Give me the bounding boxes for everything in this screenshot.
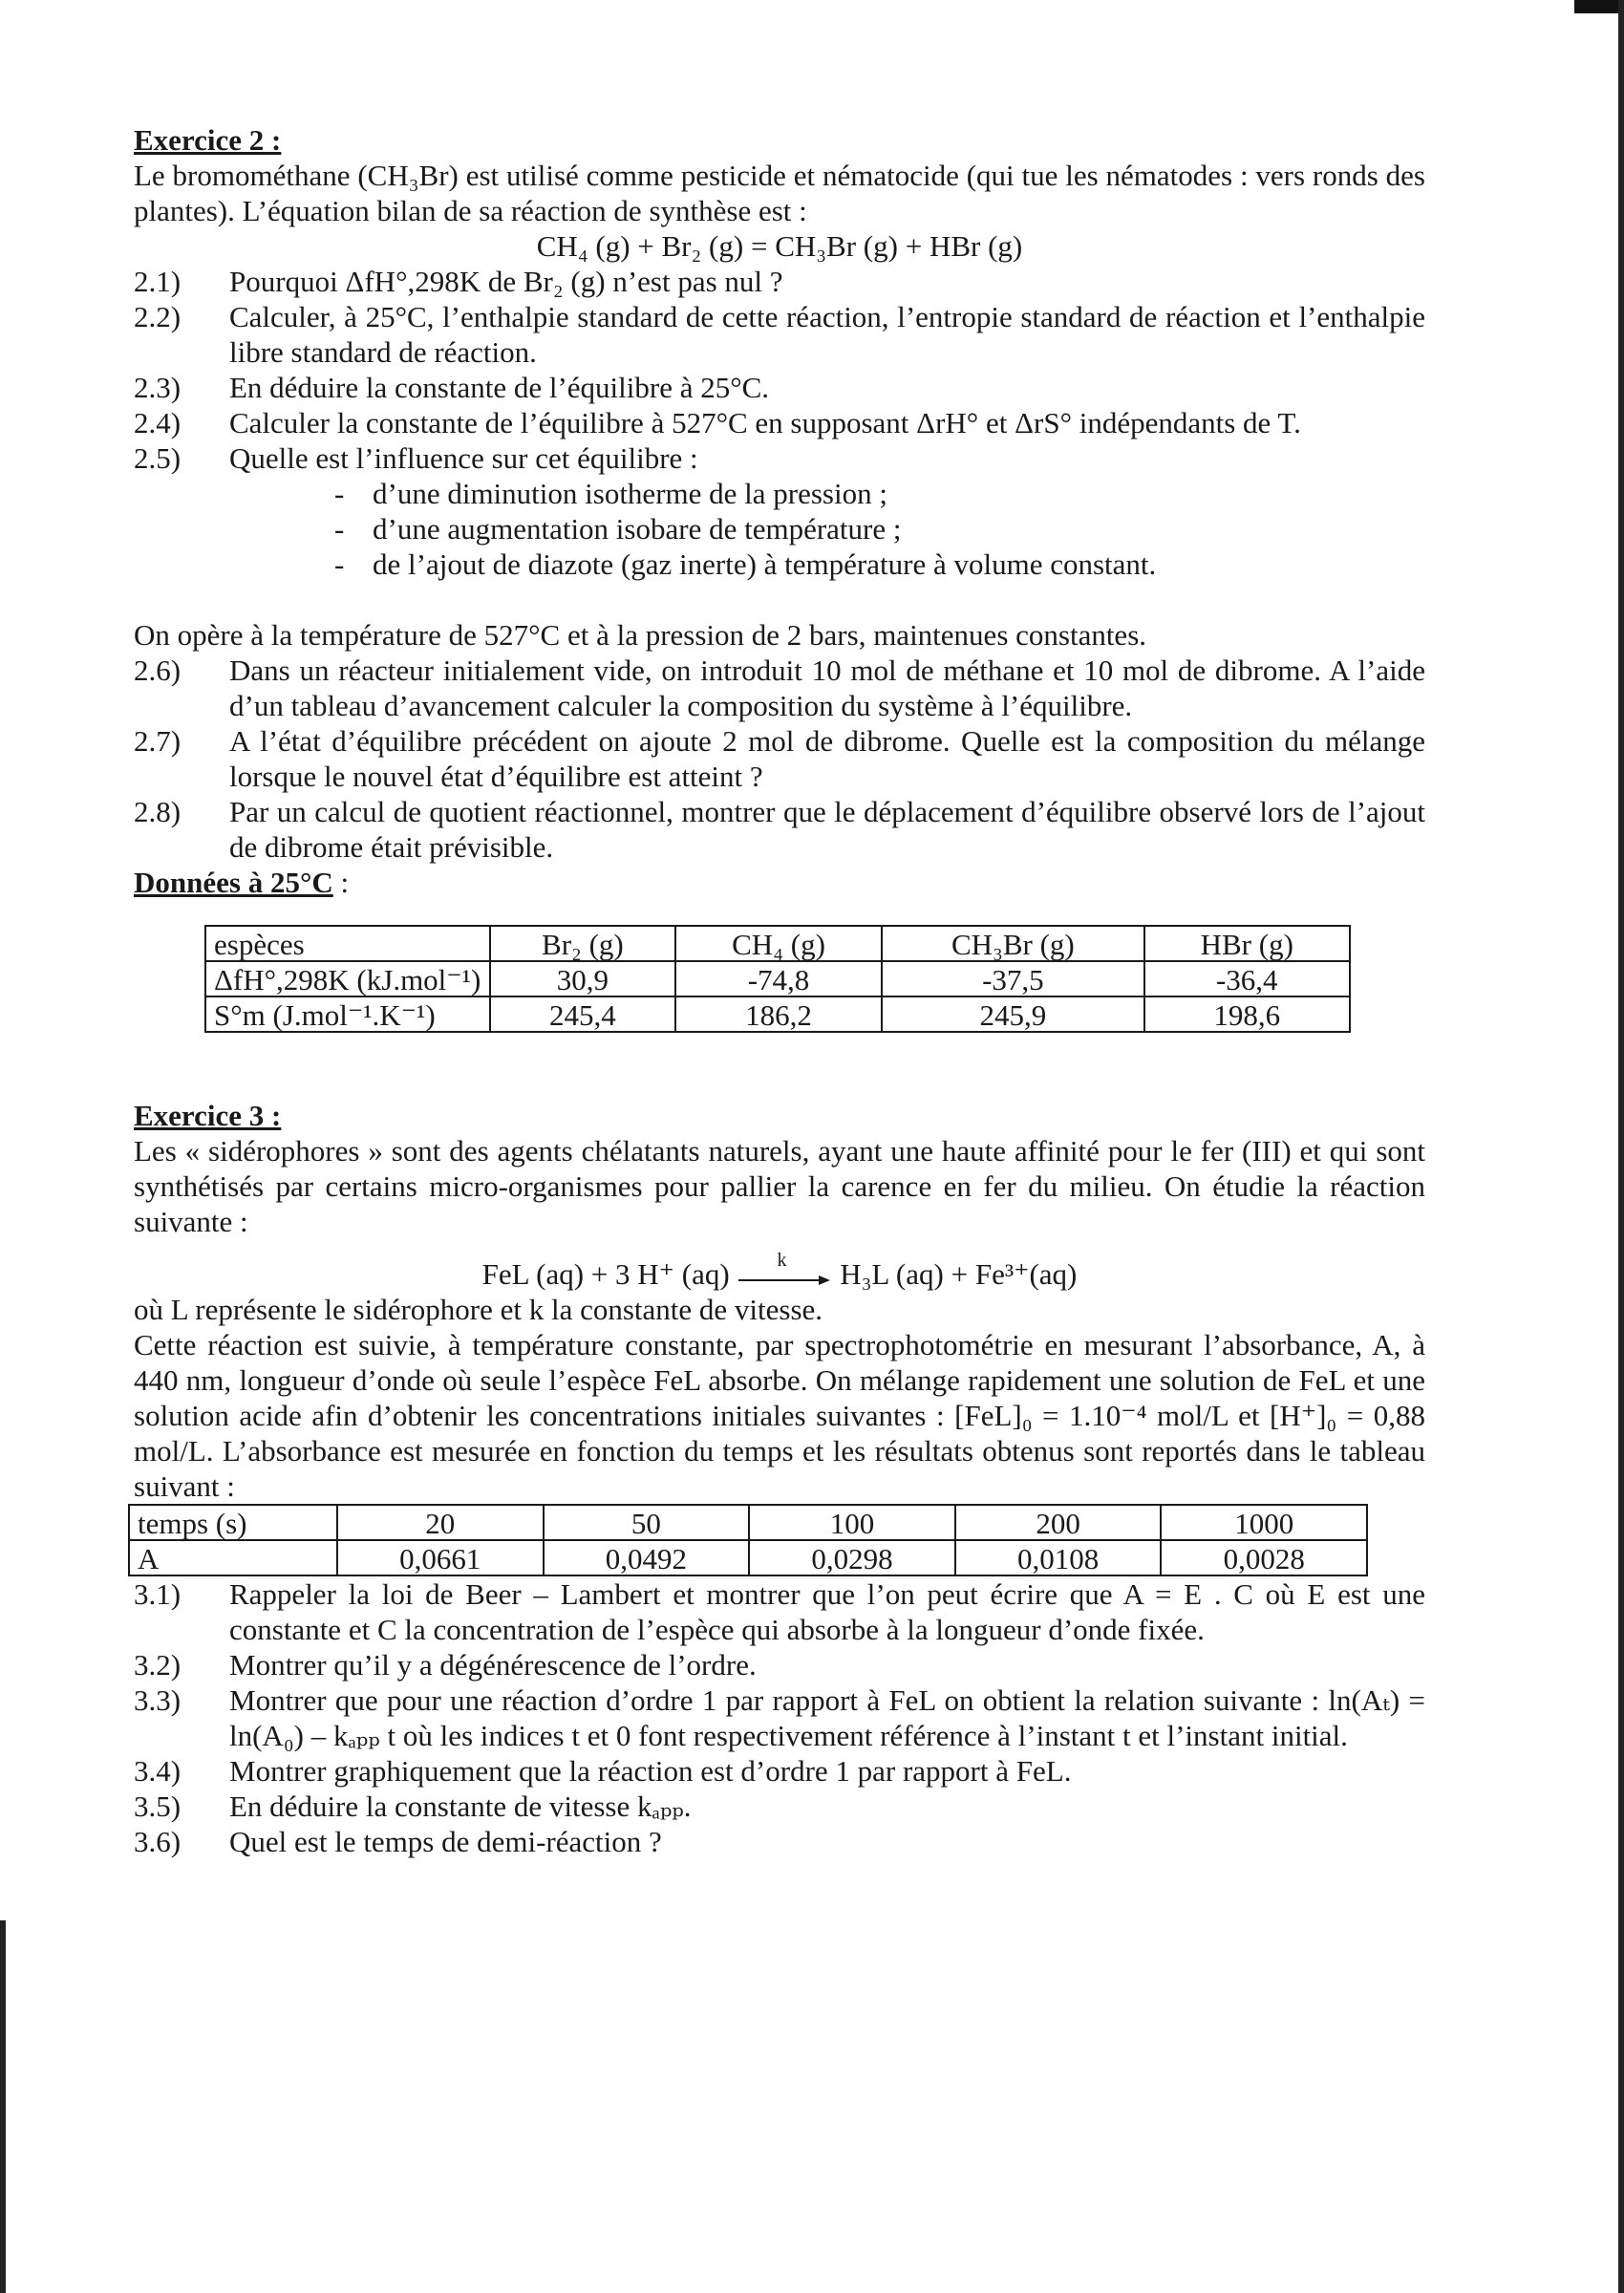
question-number: 2.1) (134, 265, 182, 298)
table-row (129, 1540, 1367, 1575)
question-text: En déduire la constante de vitesse kₐₚₚ. (229, 1789, 692, 1823)
question-number: 2.7) (134, 724, 182, 758)
table-cell: 1000 (1161, 1505, 1367, 1540)
question-2-6 (134, 653, 1425, 723)
table-cell: 0,0298 (749, 1540, 955, 1575)
question-number: 2.6) (134, 654, 182, 687)
table-cell: 245,4 (490, 996, 675, 1032)
question-3-5 (134, 1789, 1425, 1824)
question-text: Montrer graphiquement que la réaction est d’ordre 1 par rapport à FeL. (229, 1754, 1072, 1788)
question-2-3 (134, 370, 1425, 405)
table-cell: 30,9 (490, 961, 675, 996)
scan-edge-top (1574, 0, 1624, 13)
question-text: En déduire la constante de l’équilibre à 25°C. (229, 371, 770, 404)
question-3-3 (134, 1682, 1425, 1753)
question-number: 3.3) (134, 1683, 182, 1717)
table-cell: 0,0028 (1161, 1540, 1367, 1575)
table-cell: -36,4 (1144, 961, 1350, 996)
reaction-arrow-icon (737, 1249, 832, 1287)
question-number: 2.4) (134, 406, 182, 439)
table-cell: CH₃Br (g) (882, 926, 1143, 961)
document-page (134, 122, 1425, 1859)
absorbance-table (128, 1504, 1368, 1576)
table-cell: -37,5 (882, 961, 1143, 996)
data-heading (134, 865, 1425, 900)
exercise-2-title: Exercice 2 : (134, 123, 282, 157)
exercise-2-equation: CH₄ (g) + Br₂ (g) = CH₃Br (g) + HBr (g) (536, 229, 1023, 263)
exercise-2-intro: Le bromométhane (CH₃Br) est utilisé comme pesticide et nématocide (qui tue les nématodes : vers ronds des plantes). L’équation bilan de sa réaction de synthèse est : (134, 159, 1425, 227)
question-2-2 (134, 299, 1425, 370)
question-3-2 (134, 1647, 1425, 1682)
list-item: - d’une diminution isotherme de la pression ; (334, 476, 1425, 511)
question-number: 3.1) (134, 1577, 182, 1611)
conditions-text: On opère à la température de 527°C et à la pression de 2 bars, maintenues constantes. (134, 618, 1147, 652)
question-2-8 (134, 794, 1425, 865)
question-text: Quel est le temps de demi-réaction ? (229, 1825, 662, 1858)
question-2-4 (134, 405, 1425, 440)
table-cell: A (129, 1540, 337, 1575)
question-2-1 (134, 264, 1425, 299)
table-cell: temps (s) (129, 1505, 337, 1540)
question-text: Rappeler la loi de Beer – Lambert et montrer que l’on peut écrire que A = E . C où E est une constante et C la concentration de l’espèce qui absorbe à la longueur d’onde fixée. (229, 1577, 1425, 1646)
table-row (205, 996, 1350, 1032)
table-cell: -74,8 (675, 961, 882, 996)
table-cell: 100 (749, 1505, 955, 1540)
question-text: Dans un réacteur initialement vide, on introduit 10 mol de méthane et 10 mol de dibrome. A l’aide d’un tableau d’avancement calculer la composition du système à l’équilibre. (229, 654, 1425, 722)
question-3-1 (134, 1576, 1425, 1647)
question-3-6 (134, 1824, 1425, 1859)
table-header-row (205, 926, 1350, 961)
question-text: Calculer, à 25°C, l’enthalpie standard de cette réaction, l’entropie standard de réaction et l’enthalpie libre standard de réaction. (229, 300, 1425, 369)
table-cell: 50 (544, 1505, 750, 1540)
data-title: Données à 25°C (134, 866, 333, 899)
exercise-3-where: où L représente le sidérophore et k la constante de vitesse. (134, 1293, 823, 1326)
table-cell: 200 (955, 1505, 1162, 1540)
scan-edge-left (0, 1920, 6, 2293)
thermo-data-table (204, 925, 1351, 1033)
equation-left: FeL (aq) + 3 H⁺ (aq) (481, 1257, 730, 1291)
question-text: Montrer que pour une réaction d’ordre 1 par rapport à FeL on obtient la relation suivante : ln(Aₜ) = ln(A₀) – kₐₚₚ t où les indices t et 0 font respectivement référence à l’instant t et l’instant initial. (229, 1683, 1425, 1752)
scan-edge-right (1618, 0, 1624, 2293)
influence-list (134, 476, 1425, 582)
question-text: Montrer qu’il y a dégénérescence de l’ordre. (229, 1648, 757, 1682)
data-title-colon: : (332, 866, 350, 899)
exercise-3-equation (134, 1249, 1425, 1292)
question-number: 3.2) (134, 1648, 182, 1682)
question-number: 3.6) (134, 1825, 182, 1858)
table-row (205, 961, 1350, 996)
question-number: 2.2) (134, 300, 182, 333)
table-cell: 186,2 (675, 996, 882, 1032)
question-number: 3.4) (134, 1754, 182, 1788)
question-number: 3.5) (134, 1789, 182, 1823)
table-cell: 20 (337, 1505, 544, 1540)
question-text: Quelle est l’influence sur cet équilibre : (229, 441, 698, 475)
table-cell: 0,0661 (337, 1540, 544, 1575)
table-cell: S°m (J.mol⁻¹.K⁻¹) (205, 996, 490, 1032)
table-cell: Br₂ (g) (490, 926, 675, 961)
question-text: A l’état d’équilibre précédent on ajoute 2 mol de dibrome. Quelle est la composition du mélange lorsque le nouvel état d’équilibre est atteint ? (229, 724, 1425, 793)
table-header-row (129, 1505, 1367, 1540)
table-cell: 0,0108 (955, 1540, 1162, 1575)
question-number: 2.3) (134, 371, 182, 404)
question-2-5 (134, 440, 1425, 476)
equation-right: H₃L (aq) + Fe³⁺(aq) (840, 1257, 1078, 1291)
table-cell: ΔfH°,298K (kJ.mol⁻¹) (205, 961, 490, 996)
rate-constant-label: k (777, 1249, 787, 1271)
exercise-3-title: Exercice 3 : (134, 1099, 282, 1132)
table-cell: HBr (g) (1144, 926, 1350, 961)
question-3-4 (134, 1753, 1425, 1789)
table-cell: CH₄ (g) (675, 926, 882, 961)
table-cell: espèces (205, 926, 490, 961)
exercise-3-body: Cette réaction est suivie, à température constante, par spectrophotométrie en mesurant l’absorbance, A, à 440 nm, longueur d’onde où seule l’espèce FeL absorbe. On mélange rapidement une solution de FeL et une solution acide afin d’obtenir les concentrations initiales suivantes : [FeL]₀ = 1.10⁻⁴ mol/L et [H⁺]₀ = 0,88 mol/L. L’absorbance est mesurée en fonction du temps et les résultats obtenus sont reportés dans le tableau suivant : (134, 1328, 1425, 1503)
exercise-3-intro: Les « sidérophores » sont des agents chélatants naturels, ayant une haute affinité pour le fer (III) et qui sont synthétisés par certains micro-organismes pour pallier la carence en fer du milieu. On étudie la réaction suivante : (134, 1134, 1425, 1238)
question-text: Pourquoi ΔfH°,298K de Br₂ (g) n’est pas nul ? (229, 265, 783, 298)
question-2-7 (134, 723, 1425, 794)
list-item: - d’une augmentation isobare de température ; (334, 511, 1425, 546)
question-number: 2.8) (134, 795, 182, 828)
list-item: - de l’ajout de diazote (gaz inerte) à température à volume constant. (334, 546, 1425, 582)
question-number: 2.5) (134, 441, 182, 475)
question-text: Par un calcul de quotient réactionnel, montrer que le déplacement d’équilibre observé lors de l’ajout de dibrome était prévisible. (229, 795, 1425, 864)
table-cell: 198,6 (1144, 996, 1350, 1032)
table-cell: 245,9 (882, 996, 1143, 1032)
question-text: Calculer la constante de l’équilibre à 527°C en supposant ΔrH° et ΔrS° indépendants de T. (229, 406, 1301, 439)
table-cell: 0,0492 (544, 1540, 750, 1575)
